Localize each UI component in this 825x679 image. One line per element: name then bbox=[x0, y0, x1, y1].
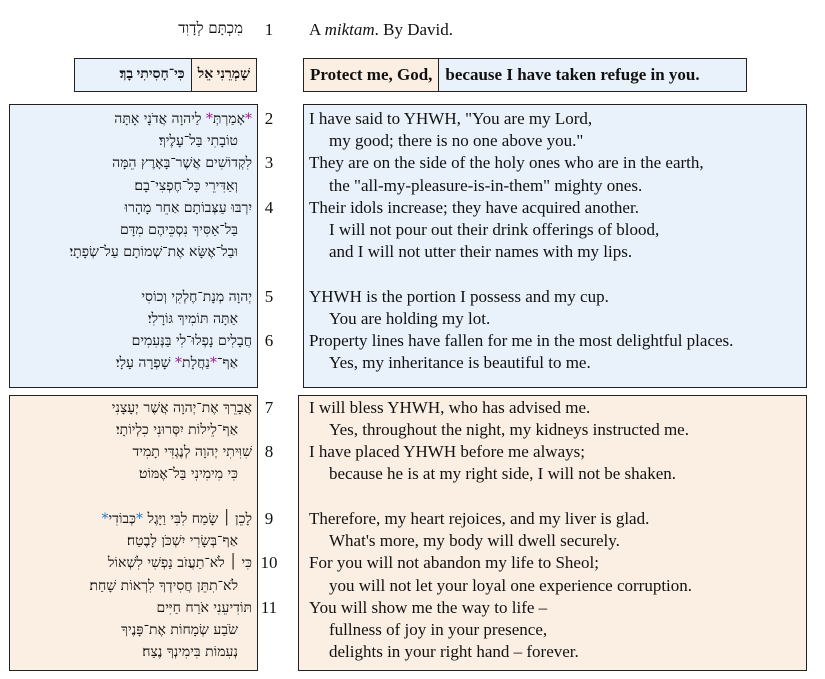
verse-number-6: 6 bbox=[264, 331, 274, 350]
verse-2-eng-line-1: I have said to YHWH, "You are my Lord, bbox=[309, 109, 593, 128]
verse-number-7: 7 bbox=[264, 398, 274, 417]
star-marker: * bbox=[245, 111, 252, 127]
verse-7-heb-line-2: אַף־לֵילוֹת יִסְּרוּנִי כִלְיוֹתָי׃ bbox=[116, 422, 238, 438]
verse-4-eng-line-2: I will not pour out their drink offerings of blood, bbox=[329, 220, 660, 239]
verse-5-eng-line-1: YHWH is the portion I possess and my cup. bbox=[309, 287, 609, 306]
verse-9-heb-line-2: אַף־בְּשָׂרִי יִשְׁכֹּן לָבֶטַח׃ bbox=[126, 533, 238, 549]
title-hebrew: מִכְתָּם לְדָוִד bbox=[178, 19, 243, 37]
header-hebrew-right: שָׁמְרֵנִי אֵל bbox=[191, 59, 256, 91]
verse-number-2: 2 bbox=[264, 109, 274, 128]
title-english-italic: miktam bbox=[324, 20, 375, 39]
verse-6-eng-line-1: Property lines have fallen for me in the most delightful places. bbox=[309, 331, 734, 350]
hebrew-text: לַיהוָה אֲדֹנָי אָתָּה bbox=[114, 111, 206, 127]
verse-10-heb-line-2: לֹא־תִתֵּן חֲסִידְךָ לִרְאוֹת שָׁחַת׃ bbox=[89, 578, 238, 594]
verse-8-eng-line-2: because he is at my right side, I will not be shaken. bbox=[329, 464, 676, 483]
verse-number-9: 9 bbox=[264, 509, 274, 528]
verse-2-heb-line-2: טוֹבָתִי בַּל־עָלֶיךָ׃ bbox=[158, 133, 238, 149]
verse-11-eng-line-1: You will show me the way to life – bbox=[309, 598, 548, 617]
verse-5-eng-line-2: You are holding my lot. bbox=[329, 309, 491, 328]
verse-4-heb-line-1: יִרְבּוּ עַצְּבוֹתָם אַחֵר מָהָרוּ bbox=[124, 200, 252, 216]
verse-4-eng-line-3: and I will not utter their names with my lips. bbox=[329, 242, 633, 261]
verse-number-10: 10 bbox=[260, 553, 278, 572]
verse-11-heb-line-1: תּוֹדִיעֵנִי אֹרַח חַיִּים bbox=[156, 600, 252, 616]
star-marker: * bbox=[175, 355, 183, 371]
verse-5-heb-line-2: אַתָּה תּוֹמִיךְ גּוֹרָלִי׃ bbox=[147, 311, 238, 327]
header-hebrew-box bbox=[74, 58, 257, 92]
verse-number-11: 11 bbox=[260, 598, 278, 617]
header-english-left: Protect me, God, bbox=[304, 59, 439, 91]
verse-10-heb-line-1: כִּי ׀ לֹא־תַעֲזֹב נַפְשִׁי לִשְׁאוֹל bbox=[107, 555, 252, 571]
verse-10-eng-line-2: you will not let your loyal one experience corruption. bbox=[329, 576, 693, 595]
verse-3-heb-line-1: לִקְדוֹשִׁים אֲשֶׁר־בָּאָרֶץ הֵמָּה bbox=[112, 155, 252, 171]
verse-3-eng-line-2: the "all-my-pleasure-is-in-them" mighty ones. bbox=[329, 176, 643, 195]
verse-11-heb-line-3: נְעִמוֹת בִּימִינְךָ נֶצַח׃ bbox=[142, 644, 238, 660]
verse-3-heb-line-2: וְאַדִּירֵי כָּל־חֶפְצִי־בָם׃ bbox=[134, 178, 238, 194]
verse-2-heb-line-1 bbox=[14, 108, 252, 130]
verse-11-eng-line-2: fullness of joy in your presence, bbox=[329, 620, 548, 639]
verse-9-eng-line-2: What's more, my body will dwell securely. bbox=[329, 531, 620, 550]
hebrew-prefix: אַף־ bbox=[216, 355, 238, 371]
verse-number-3: 3 bbox=[264, 153, 274, 172]
star-marker: * bbox=[205, 111, 213, 127]
hebrew-word: אָמַרְתְּ bbox=[212, 111, 245, 127]
verse-number-5: 5 bbox=[264, 287, 274, 306]
hebrew-text: שָׁפְרָה עָלָי׃ bbox=[115, 355, 176, 371]
header-english-box bbox=[303, 58, 747, 92]
verse-7-eng-line-2: Yes, throughout the night, my kidneys instructed me. bbox=[329, 420, 689, 439]
verse-8-heb-line-2: כִּי מִימִינִי בַּל־אֶמּוֹט׃ bbox=[139, 466, 238, 482]
title-english-suffix: . By David. bbox=[374, 20, 454, 39]
verse-6-heb-line-2 bbox=[14, 352, 238, 374]
verse-7-eng-line-1: I will bless YHWH, who has advised me. bbox=[309, 398, 591, 417]
verse-6-eng-line-2: Yes, my inheritance is beautiful to me. bbox=[329, 353, 591, 372]
verse-4-eng-line-1: Their idols increase; they have acquired another. bbox=[309, 198, 639, 217]
header-english-right: because I have taken refuge in you. bbox=[439, 59, 746, 91]
verse-3-eng-line-1: They are on the side of the holy ones who are in the earth, bbox=[309, 153, 704, 172]
verse-9-eng-line-1: Therefore, my heart rejoices, and my liver is glad. bbox=[309, 509, 650, 528]
verse-number-1: 1 bbox=[264, 20, 274, 39]
hebrew-text: לָכֵן ׀ שָׂמַח לִבִּי וַיָּגֶל bbox=[143, 511, 252, 527]
header-hebrew-left: כִּי־חָסִיתִי בָךְ׃ bbox=[75, 59, 191, 91]
verse-7-heb-line-1: אֲבָרֵךְ אֶת־יְהוָה אֲשֶׁר יְעָצָנִי bbox=[111, 400, 252, 416]
verse-number-4: 4 bbox=[264, 198, 274, 217]
verse-4-heb-line-3: וּבַל־אֶשָּׂא אֶת־שְׁמוֹתָם עַל־שְׂפָתָי׃ bbox=[69, 244, 238, 260]
star-marker: * bbox=[101, 511, 109, 527]
title-english-prefix: A bbox=[309, 20, 325, 39]
verse-8-heb-line-1: שִׁוִּיתִי יְהוָה לְנֶגְדִּי תָמִיד bbox=[132, 444, 252, 460]
verse-2-eng-line-2: my good; there is no one above you." bbox=[329, 131, 584, 150]
verse-4-heb-line-2: בַּל־אַסִּיךְ נִסְכֵּיהֶם מִדָּם bbox=[119, 222, 238, 238]
title-english bbox=[309, 20, 453, 40]
verse-9-heb-line-1 bbox=[14, 508, 252, 530]
verse-number-8: 8 bbox=[264, 442, 274, 461]
hebrew-word: כְּבוֹדִי bbox=[108, 511, 137, 527]
star-marker: * bbox=[136, 511, 144, 527]
verse-5-heb-line-1: יְהוָה מְנָת־חֶלְקִי וְכוֹסִי bbox=[141, 289, 252, 305]
star-marker: * bbox=[209, 355, 217, 371]
verse-6-heb-line-1: חֲבָלִים נָפְלוּ־לִי בַּנְּעִמִים bbox=[131, 333, 252, 349]
verse-10-eng-line-1: For you will not abandon my life to Sheol; bbox=[309, 553, 599, 572]
verse-11-heb-line-2: שֹׂבַע שְׂמָחוֹת אֶת־פָּנֶיךָ bbox=[121, 622, 238, 638]
verse-11-eng-line-3: delights in your right hand – forever. bbox=[329, 642, 579, 661]
verse-8-eng-line-1: I have placed YHWH before me always; bbox=[309, 442, 585, 461]
hebrew-word: נַחֲלָת bbox=[182, 355, 210, 371]
